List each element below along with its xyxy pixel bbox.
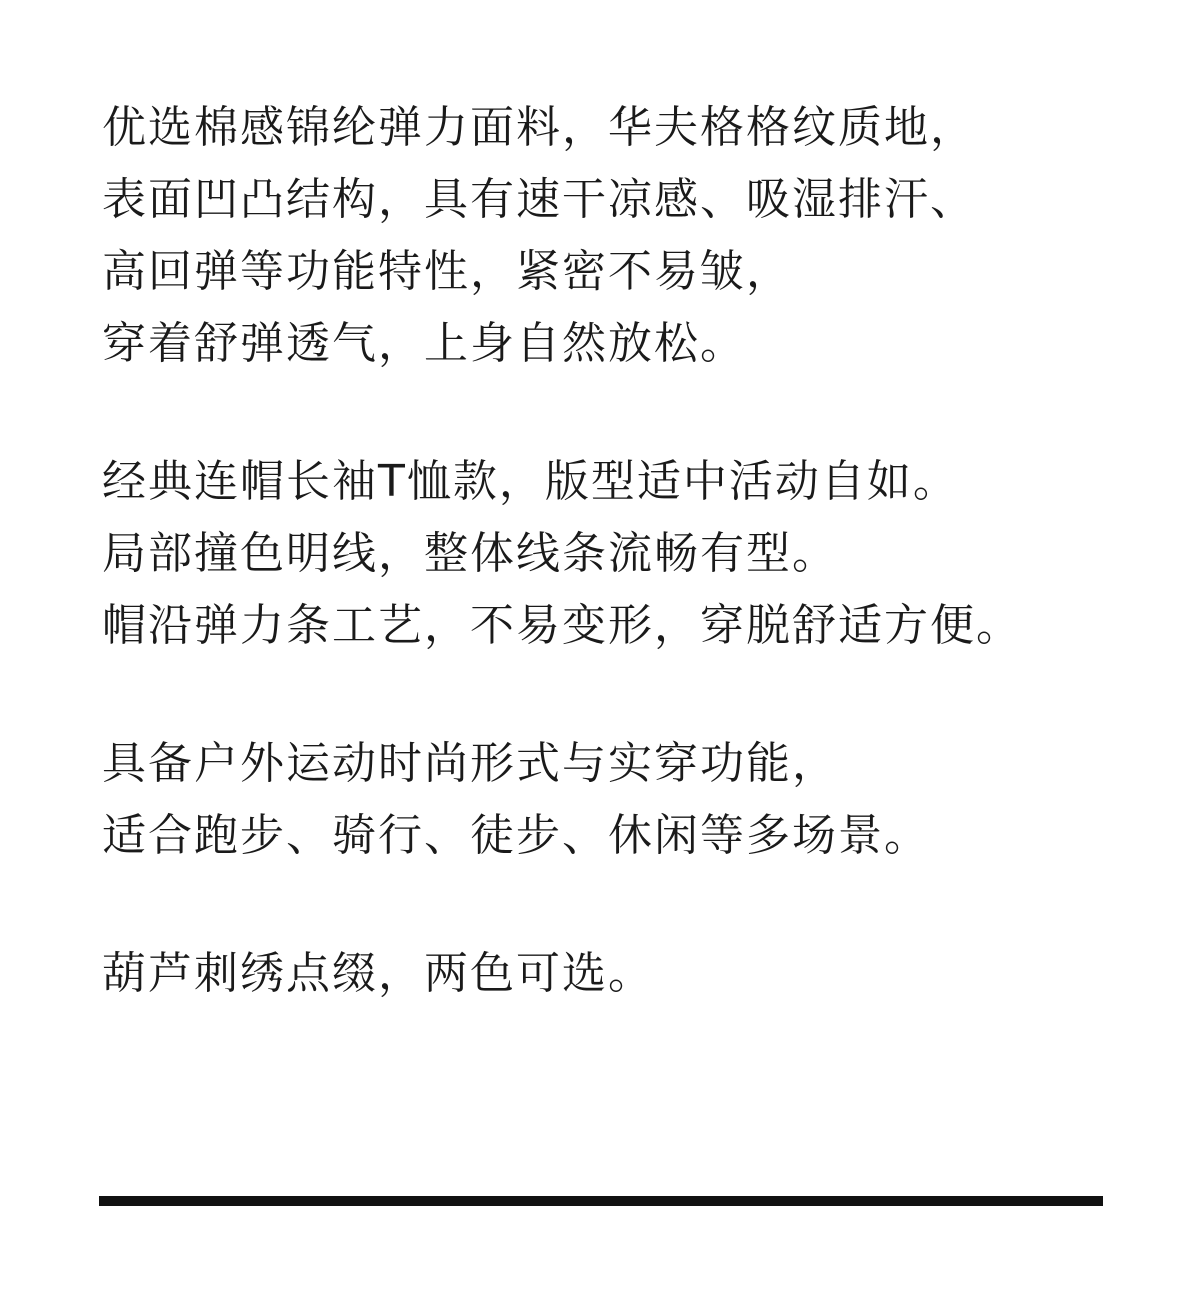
text-line: 穿着舒弹透气，上身自然放松。 xyxy=(102,318,746,369)
text-line: 经典连帽长袖T恤款，版型适中活动自如。 xyxy=(102,456,959,507)
paragraph-options xyxy=(102,938,1142,1010)
text-line: 优选棉感锦纶弹力面料，华夫格格纹质地， xyxy=(102,102,976,153)
text-line: 帽沿弹力条工艺，不易变形，穿脱舒适方便。 xyxy=(102,600,1022,651)
text-line: 表面凹凸结构，具有速干凉感、吸湿排汗、 xyxy=(102,174,976,225)
product-description xyxy=(102,92,1142,1076)
text-line: 具备户外运动时尚形式与实穿功能， xyxy=(102,738,838,789)
text-line: 适合跑步、骑行、徒步、休闲等多场景。 xyxy=(102,810,930,861)
paragraph-usage xyxy=(102,728,1142,872)
text-line: 高回弹等功能特性，紧密不易皱， xyxy=(102,246,792,297)
divider-rule xyxy=(99,1196,1103,1206)
paragraph-fabric xyxy=(102,92,1142,380)
paragraph-design xyxy=(102,446,1142,662)
text-line: 葫芦刺绣点缀，两色可选。 xyxy=(102,948,654,999)
text-line: 局部撞色明线，整体线条流畅有型。 xyxy=(102,528,838,579)
